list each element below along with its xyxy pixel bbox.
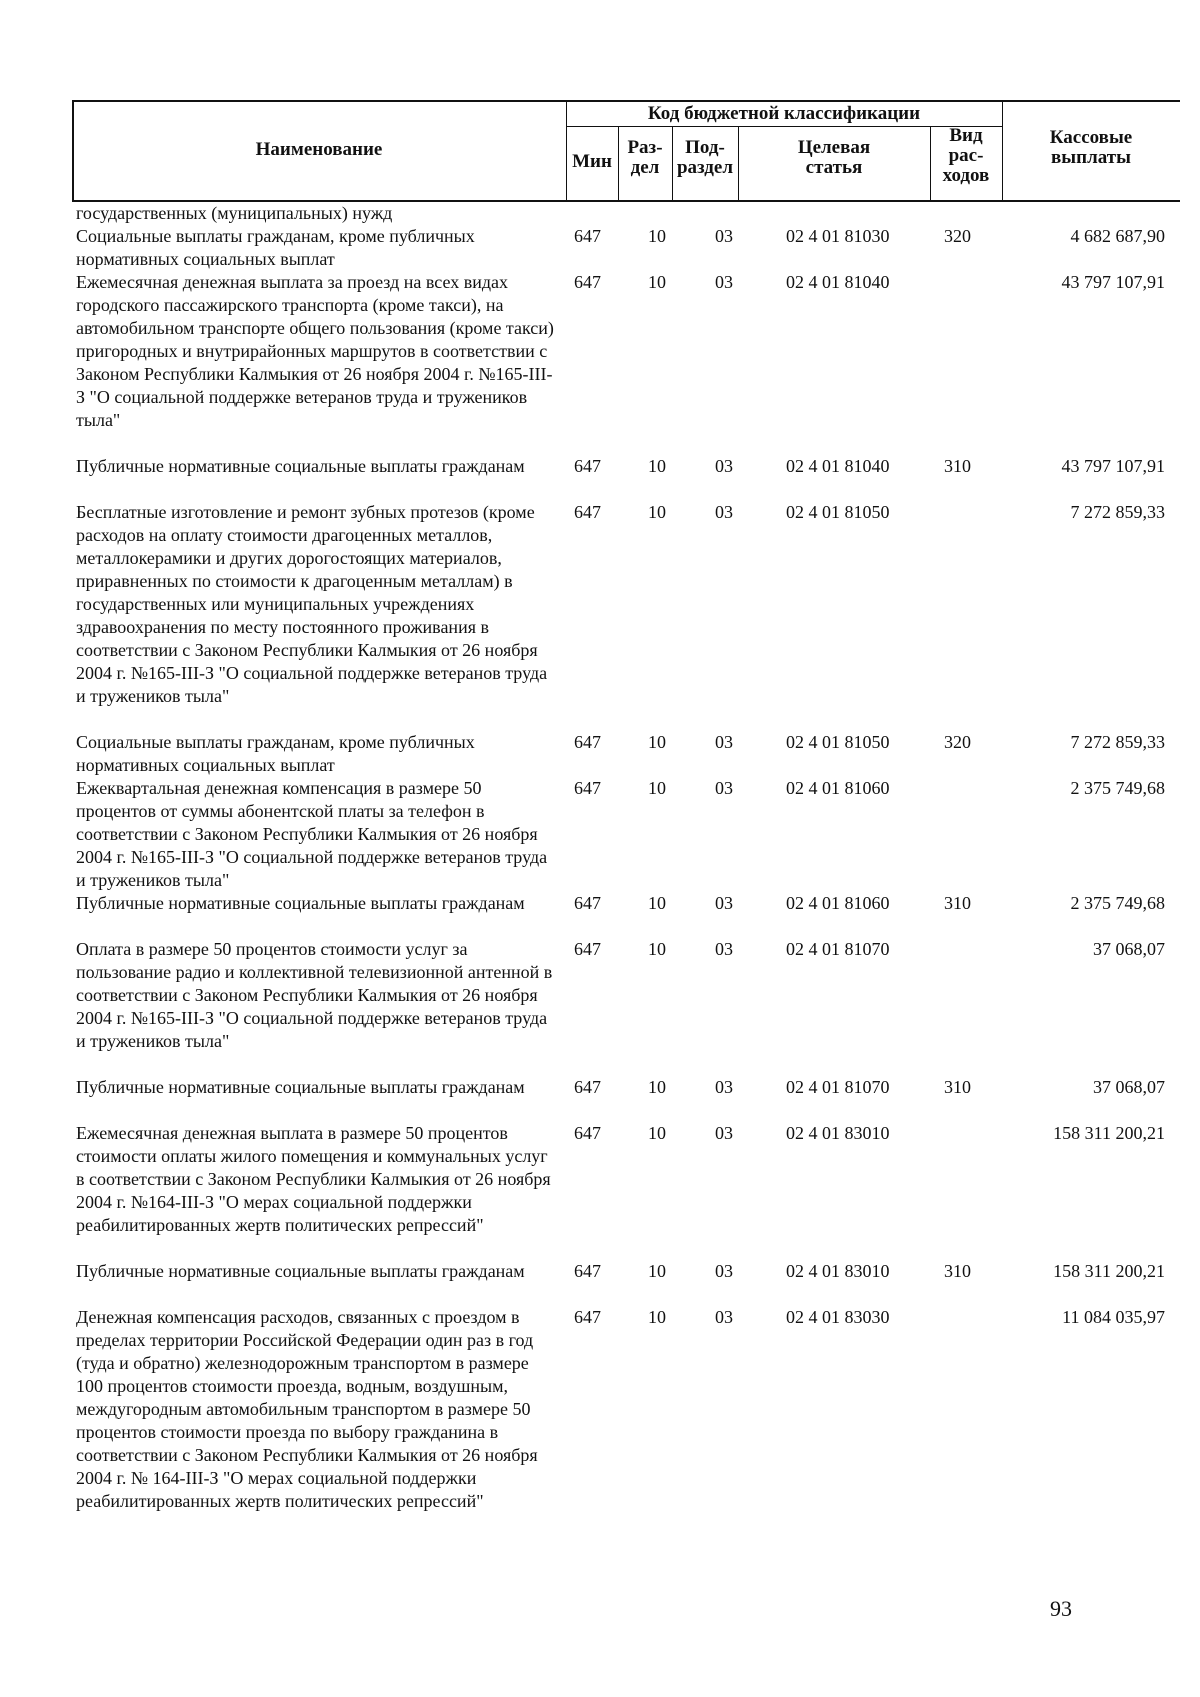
row-razdel: 10 <box>648 732 666 752</box>
row-min: 647 <box>574 502 601 522</box>
row-min: 647 <box>574 1261 601 1281</box>
header-kassa: Кассовые выплаты <box>1049 127 1133 168</box>
row-podrazdel: 03 <box>715 502 733 522</box>
row-sum: 43 797 107,91 <box>1061 272 1165 292</box>
row-podrazdel: 03 <box>715 778 733 798</box>
row-sum: 7 272 859,33 <box>1070 732 1165 752</box>
row-sum: 43 797 107,91 <box>1061 456 1165 476</box>
row-sum: 7 272 859,33 <box>1070 502 1165 522</box>
row-sum: 37 068,07 <box>1093 1077 1165 1097</box>
row-vid: 310 <box>944 456 971 476</box>
row-sum: 37 068,07 <box>1093 939 1165 959</box>
header-celevaya: Целевая статья <box>797 137 871 178</box>
header-razdel: Раз- дел <box>627 137 663 178</box>
row-min: 647 <box>574 732 601 752</box>
row-min: 647 <box>574 272 601 292</box>
row-vid: 310 <box>944 1077 971 1097</box>
row-podrazdel: 03 <box>715 1307 733 1327</box>
row-sum: 4 682 687,90 <box>1070 226 1165 246</box>
row-name: Денежная компенсация расходов, связанных с проездом в пределах территории Российской Федерации один раз в год (туда и обратно) железнодорожным транспортом в размере 100 процентов стоимости проезда, водным, воздушным, междугородным автомобильным транспортом в размере 50 процентов стоимости проезда по выбору гражданина в соответствии с Законом Республики Калмыкия от 26 ноября 2004 г. № 164-III-З "О мерах социальной поддержки реабилитированных жертв политических репрессий" <box>76 1307 538 1511</box>
row-razdel: 10 <box>648 939 666 959</box>
row-name: Социальные выплаты гражданам, кроме публичных нормативных социальных выплат <box>76 732 475 775</box>
header-min: Мин <box>572 151 612 172</box>
row-min: 647 <box>574 226 601 246</box>
row-name: Публичные нормативные социальные выплаты гражданам <box>76 456 525 476</box>
row-razdel: 10 <box>648 456 666 476</box>
row-sum: 11 084 035,97 <box>1062 1307 1165 1327</box>
row-name: Бесплатные изготовление и ремонт зубных протезов (кроме расходов на оплату стоимости драгоценных металлов, металлокерамики и других дорогостоящих материалов, приравненных по стоимости к драгоценным металлам) в государственных или муниципальных учреждениях здравоохранения по месту постоянного проживания в соответствии с Законом Республики Калмыкия от 26 ноября 2004 г. №165-III-З "О социальной поддержке ветеранов труда и тружеников тыла" <box>76 502 548 706</box>
row-celevaya: 02 4 01 81050 <box>786 502 890 522</box>
row-celevaya: 02 4 01 81070 <box>786 939 890 959</box>
row-sum: 2 375 749,68 <box>1070 778 1165 798</box>
table-row <box>0 455 1200 501</box>
row-min: 647 <box>574 1077 601 1097</box>
row-celevaya: 02 4 01 81040 <box>786 272 890 292</box>
table-row <box>0 777 1200 892</box>
row-razdel: 10 <box>648 778 666 798</box>
table-row <box>0 731 1200 777</box>
row-razdel: 10 <box>648 226 666 246</box>
row-celevaya: 02 4 01 81060 <box>786 778 890 798</box>
row-name: Ежемесячная денежная выплата в размере 50 процентов стоимости оплаты жилого помещения и коммунальных услуг в соответствии с Законом Республики Калмыкия от 26 ноября 2004 г. №164-III-З "О мерах социальной поддержки реабилитированных жертв политических репрессий" <box>76 1123 551 1235</box>
table-row <box>0 892 1200 938</box>
row-min: 647 <box>574 778 601 798</box>
row-vid: 310 <box>944 893 971 913</box>
row-podrazdel: 03 <box>715 1077 733 1097</box>
row-celevaya: 02 4 01 83010 <box>786 1123 890 1143</box>
row-razdel: 10 <box>648 1123 666 1143</box>
row-name: Социальные выплаты гражданам, кроме публичных нормативных социальных выплат <box>76 226 475 269</box>
table-row <box>0 938 1200 1076</box>
row-razdel: 10 <box>648 1077 666 1097</box>
row-min: 647 <box>574 893 601 913</box>
row-min: 647 <box>574 456 601 476</box>
row-name: Публичные нормативные социальные выплаты гражданам <box>76 893 525 913</box>
page-number: 93 <box>1050 1596 1072 1621</box>
row-name: Ежеквартальная денежная компенсация в размере 50 процентов от суммы абонентской платы за телефон в соответствии с Законом Республики Калмыкия от 26 ноября 2004 г. №165-III-З "О социальной поддержке ветеранов труда и тружеников тыла" <box>76 778 548 890</box>
row-name: государственных (муниципальных) нужд <box>76 203 393 223</box>
row-name: Публичные нормативные социальные выплаты гражданам <box>76 1077 525 1097</box>
row-podrazdel: 03 <box>715 1261 733 1281</box>
header-vid: Вид рас- ходов <box>942 125 990 186</box>
table-body <box>0 202 1200 1559</box>
row-celevaya: 02 4 01 81040 <box>786 456 890 476</box>
row-podrazdel: 03 <box>715 272 733 292</box>
row-name: Оплата в размере 50 процентов стоимости услуг за пользование радио и коллективной телевизионной антенной в соответствии с Законом Республики Калмыкия от 26 ноября 2004 г. №165-III-З "О социальной поддержке ветеранов труда и тружеников тыла" <box>76 939 553 1051</box>
row-celevaya: 02 4 01 83010 <box>786 1261 890 1281</box>
row-celevaya: 02 4 01 81030 <box>786 226 890 246</box>
row-razdel: 10 <box>648 1307 666 1327</box>
row-celevaya: 02 4 01 81050 <box>786 732 890 752</box>
row-min: 647 <box>574 939 601 959</box>
row-vid: 320 <box>944 732 971 752</box>
row-celevaya: 02 4 01 81070 <box>786 1077 890 1097</box>
table-header <box>72 100 1180 202</box>
row-razdel: 10 <box>648 502 666 522</box>
row-razdel: 10 <box>648 1261 666 1281</box>
row-razdel: 10 <box>648 272 666 292</box>
row-podrazdel: 03 <box>715 456 733 476</box>
row-razdel: 10 <box>648 893 666 913</box>
table-row <box>0 271 1200 455</box>
row-sum: 158 311 200,21 <box>1053 1261 1165 1281</box>
row-vid: 310 <box>944 1261 971 1281</box>
header-code-group: Код бюджетной классификации <box>647 103 921 124</box>
row-podrazdel: 03 <box>715 893 733 913</box>
table-row <box>0 1122 1200 1260</box>
row-min: 647 <box>574 1123 601 1143</box>
row-name: Публичные нормативные социальные выплаты гражданам <box>76 1261 525 1281</box>
header-top-border <box>72 100 1180 102</box>
row-name: Ежемесячная денежная выплата за проезд на всех видах городского пассажирского транспорта (кроме такси), на автомобильном транспорте общего пользования (кроме такси) пригородных и внутрирайонных маршрутов в соответствии с Законом Республики Калмыкия от 26 ноября 2004 г. №165-III-З "О социальной поддержке ветеранов труда и тружеников тыла" <box>76 272 554 430</box>
row-sum: 2 375 749,68 <box>1070 893 1165 913</box>
row-celevaya: 02 4 01 81060 <box>786 893 890 913</box>
row-vid: 320 <box>944 226 971 246</box>
row-podrazdel: 03 <box>715 226 733 246</box>
row-sum: 158 311 200,21 <box>1053 1123 1165 1143</box>
table-row <box>0 1306 1200 1559</box>
row-podrazdel: 03 <box>715 732 733 752</box>
row-podrazdel: 03 <box>715 1123 733 1143</box>
table-row <box>0 501 1200 731</box>
row-podrazdel: 03 <box>715 939 733 959</box>
row-celevaya: 02 4 01 83030 <box>786 1307 890 1327</box>
table-row <box>0 1260 1200 1306</box>
row-min: 647 <box>574 1307 601 1327</box>
header-name: Наименование <box>255 139 383 160</box>
header-podrazdel: Под- раздел <box>676 137 734 178</box>
table-row <box>0 225 1200 271</box>
table-row <box>0 202 1200 225</box>
table-row <box>0 1076 1200 1122</box>
